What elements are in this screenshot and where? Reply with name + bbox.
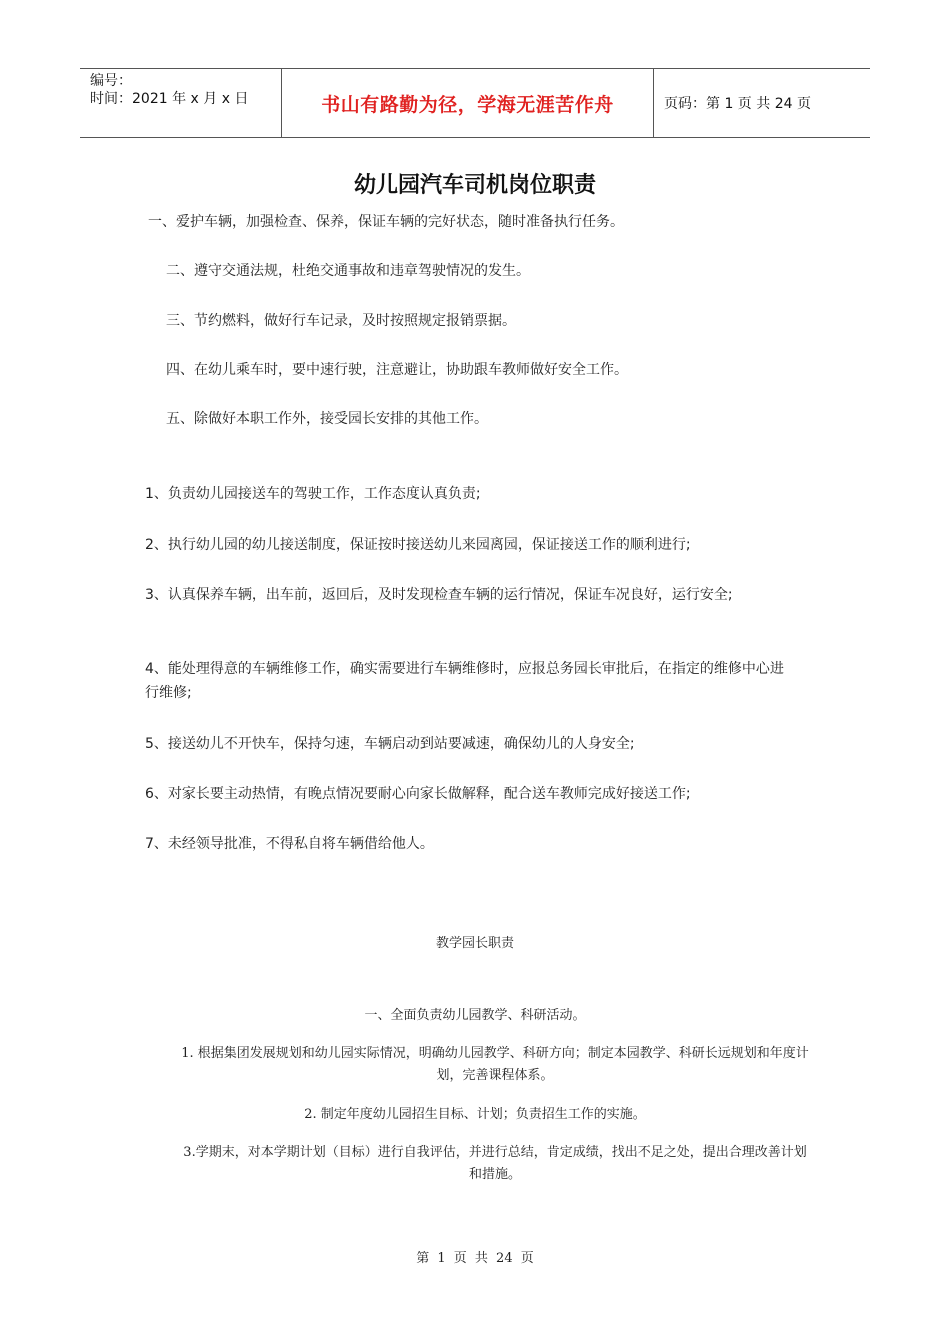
responsibility-item-7: 7、未经领导批准，不得私自将车辆借给他人。	[145, 836, 434, 852]
document-number-label: 编号：	[90, 73, 132, 89]
document-title: 幼儿园汽车司机岗位职责	[353, 173, 596, 198]
header-motto: 书山有路勤为径，学海无涯苦作舟	[281, 69, 654, 137]
duty-item-4: 四、在幼儿乘车时，要中速行驶，注意避让，协助跟车教师做好安全工作。	[166, 362, 628, 378]
responsibility-item-4: 4、能处理得意的车辆维修工作，确实需要进行车辆维修时，应报总务园长审批后，在指定的维修中心进行维修;	[145, 661, 784, 701]
duty-item-3: 三、节约燃料，做好行车记录，及时按照规定报销票据。	[166, 313, 516, 329]
duty-item-2: 二、遵守交通法规，杜绝交通事故和违章驾驶情况的发生。	[166, 263, 530, 279]
duty-item-5: 五、除做好本职工作外，接受园长安排的其他工作。	[166, 411, 488, 427]
responsibility-item-1: 1、负责幼儿园接送车的驾驶工作，工作态度认真负责;	[145, 486, 481, 502]
page-header	[80, 68, 870, 138]
principal-duty-3: 3.学期末，对本学期计划（目标）进行自我评估，并进行总结，肯定成绩，找出不足之处，提出合理改善计划和措施。	[183, 1145, 807, 1182]
responsibility-item-3: 3、认真保养车辆，出车前，返回后，及时发现检查车辆的运行情况，保证车况良好，运行安全;	[145, 587, 733, 603]
section-subheading: 一、全面负责幼儿园教学、科研活动。	[364, 1008, 586, 1023]
duty-item-1: 一、爱护车辆，加强检查、保养，保证车辆的完好状态，随时准备执行任务。	[148, 214, 624, 230]
responsibility-item-6: 6、对家长要主动热情，有晚点情况要耐心向家长做解释，配合送车教师完成好接送工作;	[145, 786, 691, 802]
page-footer: 第 1 页 共 24 页	[416, 1251, 534, 1266]
header-page-info: 页码：第 1 页 共 24 页	[664, 96, 811, 112]
document-date: 时间：2021 年 x 月 x 日	[90, 91, 249, 107]
header-meta	[80, 69, 281, 137]
responsibility-item-2: 2、执行幼儿园的幼儿接送制度，保证按时接送幼儿来园离园，保证接送工作的顺利进行;	[145, 537, 691, 553]
principal-duty-1: 1. 根据集团发展规划和幼儿园实际情况，明确幼儿园教学、科研方向；制定本园教学、科研长远规划和年度计划，完善课程体系。	[181, 1046, 809, 1083]
principal-duty-2: 2. 制定年度幼儿园招生目标、计划；负责招生工作的实施。	[304, 1107, 646, 1122]
section-heading: 教学园长职责	[435, 936, 514, 951]
responsibility-item-5: 5、接送幼儿不开快车，保持匀速，车辆启动到站要减速，确保幼儿的人身安全;	[145, 736, 635, 752]
